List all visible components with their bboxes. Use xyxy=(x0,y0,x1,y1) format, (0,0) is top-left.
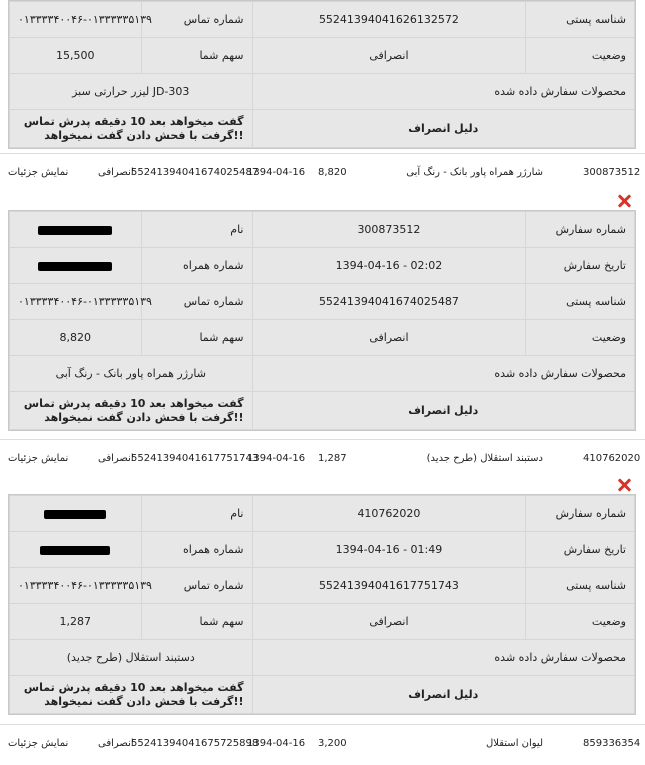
summary-postal-id: 55241394041674025487 xyxy=(131,167,259,178)
postal-id-value: 55241394041674025487 xyxy=(252,284,526,320)
share-value: 15,500 xyxy=(10,38,142,74)
order-date-label: تاریخ سفارش xyxy=(526,532,635,568)
order-detail-card xyxy=(8,0,636,149)
status-value: انصرافی xyxy=(252,320,526,356)
summary-product: دستبند استقلال (طرح جدید) xyxy=(426,453,543,464)
status-value: انصرافی xyxy=(252,604,526,640)
contact-number-value: ۰۱۳۳۳۳۴۰۰۴۶-۰۱۳۳۳۳۳۵۱۳۹ xyxy=(10,2,142,38)
summary-share: 8,820 xyxy=(318,167,347,178)
ordered-products-value: لیزر حرارتی سبز JD-303 xyxy=(10,74,253,110)
summary-product: لیوان استقلال xyxy=(486,738,543,749)
status-value: انصرافی xyxy=(252,38,526,74)
ordered-products-label: محصولات سفارش داده شده xyxy=(252,640,635,676)
order-summary-row xyxy=(0,153,645,192)
contact-number-value: ۰۱۳۳۳۳۴۰۰۴۶-۰۱۳۳۳۳۳۵۱۳۹ xyxy=(10,284,142,320)
share-label: سهم شما xyxy=(141,320,252,356)
ordered-products-value: دستبند استقلال (طرح جدید) xyxy=(10,640,253,676)
share-value: 1,287 xyxy=(10,604,142,640)
cancel-reason-label: دلیل انصراف xyxy=(252,110,635,148)
order-number-value: 300873512 xyxy=(252,212,526,248)
contact-number-label: شماره تماس xyxy=(141,284,252,320)
summary-order-number: 300873512 xyxy=(583,167,641,178)
close-icon[interactable] xyxy=(617,478,631,492)
cancel-reason-value: گفت میخواهد بعد 10 دقیقه پدرش تماس گرفت با فحش دادن گفت نمیخواهد!! xyxy=(10,110,253,148)
name-label: نام xyxy=(141,212,252,248)
share-label: سهم شما xyxy=(141,604,252,640)
contact-number-value: ۰۱۳۳۳۳۴۰۰۴۶-۰۱۳۳۳۳۳۵۱۳۹ xyxy=(10,568,142,604)
summary-order-number: 410762020 xyxy=(583,453,641,464)
summary-date: 1394-04-16 xyxy=(247,167,306,178)
mobile-label: شماره همراه xyxy=(141,248,252,284)
redacted-block xyxy=(44,510,106,519)
cancel-reason-label: دلیل انصراف xyxy=(252,676,635,714)
redacted-block xyxy=(40,546,110,555)
postal-id-label: شناسه پستی xyxy=(526,568,635,604)
ordered-products-label: محصولات سفارش داده شده xyxy=(252,74,635,110)
summary-postal-id: 55241394041617751743 xyxy=(131,453,259,464)
redacted-block xyxy=(38,262,112,271)
order-detail-card xyxy=(8,210,636,431)
cancel-reason-value: گفت میخواهد بعد 10 دقیقه پدرش تماس گرفت با فحش دادن گفت نمیخواهد!! xyxy=(10,392,253,430)
order-detail-card xyxy=(8,494,636,715)
show-details-link[interactable]: نمایش جزئیات xyxy=(8,453,69,464)
postal-id-label: شناسه پستی xyxy=(526,2,635,38)
share-label: سهم شما xyxy=(141,38,252,74)
summary-order-number: 859336354 xyxy=(583,738,641,749)
summary-status: انصرافی xyxy=(98,453,134,464)
ordered-products-value: شارژر همراه پاور بانک - رنگ آبی xyxy=(10,356,253,392)
ordered-products-label: محصولات سفارش داده شده xyxy=(252,356,635,392)
order-summary-row xyxy=(0,724,645,763)
show-details-link[interactable]: نمایش جزئیات xyxy=(8,167,69,178)
contact-number-label: شماره تماس xyxy=(141,2,252,38)
mobile-label: شماره همراه xyxy=(141,532,252,568)
order-number-label: شماره سفارش xyxy=(526,496,635,532)
status-label: وضعیت xyxy=(526,320,635,356)
order-date-value: 1394-04-16 - 02:02 xyxy=(252,248,526,284)
show-details-link[interactable]: نمایش جزئیات xyxy=(8,738,69,749)
summary-status: انصرافی xyxy=(98,738,134,749)
order-date-value: 1394-04-16 - 01:49 xyxy=(252,532,526,568)
summary-product: شارژر همراه پاور بانک - رنگ آبی xyxy=(406,167,543,178)
name-value xyxy=(10,496,142,532)
order-number-label: شماره سفارش xyxy=(526,212,635,248)
order-number-value: 410762020 xyxy=(252,496,526,532)
summary-date: 1394-04-16 xyxy=(247,738,306,749)
order-date-label: تاریخ سفارش xyxy=(526,248,635,284)
summary-share: 3,200 xyxy=(318,738,347,749)
summary-date: 1394-04-16 xyxy=(247,453,306,464)
status-label: وضعیت xyxy=(526,604,635,640)
cancel-reason-label: دلیل انصراف xyxy=(252,392,635,430)
contact-number-label: شماره تماس xyxy=(141,568,252,604)
postal-id-label: شناسه پستی xyxy=(526,284,635,320)
close-icon[interactable] xyxy=(617,194,631,208)
summary-status: انصرافی xyxy=(98,167,134,178)
redacted-block xyxy=(38,226,112,235)
cancel-reason-value: گفت میخواهد بعد 10 دقیقه پدرش تماس گرفت با فحش دادن گفت نمیخواهد!! xyxy=(10,676,253,714)
order-summary-row xyxy=(0,439,645,478)
mobile-value xyxy=(10,248,142,284)
status-label: وضعیت xyxy=(526,38,635,74)
name-value xyxy=(10,212,142,248)
mobile-value xyxy=(10,532,142,568)
name-label: نام xyxy=(141,496,252,532)
summary-share: 1,287 xyxy=(318,453,347,464)
share-value: 8,820 xyxy=(10,320,142,356)
summary-postal-id: 55241394041675725898 xyxy=(131,738,259,749)
postal-id-value: 55241394041626132572 xyxy=(252,2,526,38)
postal-id-value: 55241394041617751743 xyxy=(252,568,526,604)
